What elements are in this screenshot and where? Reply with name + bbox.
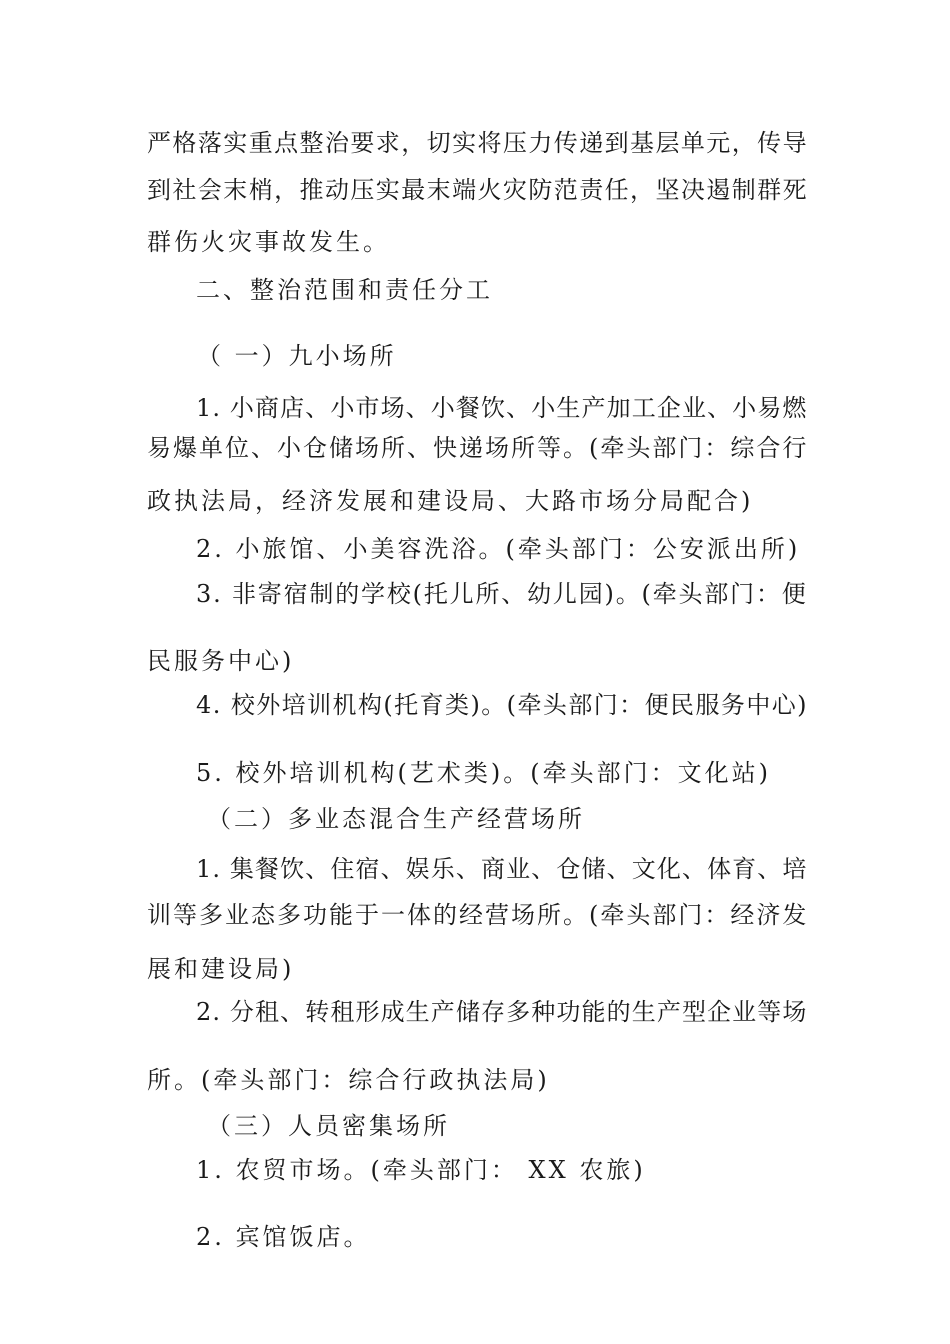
text-line: 5. 校外培训机构(艺术类)。(牵头部门：文化站) bbox=[196, 759, 771, 787]
text-line: 民服务中心) bbox=[147, 647, 295, 675]
text-line: 训等多业态多功能于一体的经营场所。(牵头部门：经济发 bbox=[147, 901, 809, 929]
text-line: 1. 集餐饮、住宿、娱乐、商业、仓储、文化、体育、培 bbox=[196, 855, 808, 883]
text-line: 群伤火灾事故发生。 bbox=[147, 228, 390, 256]
text-line: 所。(牵头部门：综合行政执法局) bbox=[147, 1066, 550, 1094]
text-line: 1. 小商店、小市场、小餐饮、小生产加工企业、小易燃 bbox=[196, 394, 808, 422]
text-line: 1. 农贸市场。(牵头部门： XX 农旅) bbox=[196, 1156, 646, 1184]
text-line: 2. 小旅馆、小美容洗浴。(牵头部门：公安派出所) bbox=[196, 535, 801, 563]
text-line: 政执法局，经济发展和建设局、大路市场分局配合) bbox=[147, 487, 754, 515]
section-heading: 二、整治范围和责任分工 bbox=[196, 276, 493, 304]
text-line: 严格落实重点整治要求，切实将压力传递到基层单元，传导 bbox=[147, 129, 808, 157]
subsection-heading: （三）人员密集场所 bbox=[207, 1112, 450, 1140]
text-line: 易爆单位、小仓储场所、快递场所等。(牵头部门：综合行 bbox=[147, 434, 809, 462]
subsection-heading: （二）多业态混合生产经营场所 bbox=[207, 805, 585, 833]
text-line: 2. 分租、转租形成生产储存多种功能的生产型企业等场 bbox=[196, 998, 808, 1026]
text-line: 展和建设局) bbox=[147, 955, 295, 983]
text-line: 到社会末梢，推动压实最末端火灾防范责任，坚决遏制群死 bbox=[147, 176, 808, 204]
text-line: 2. 宾馆饭店。 bbox=[196, 1223, 371, 1251]
text-line: 4. 校外培训机构(托育类)。(牵头部门：便民服务中心) bbox=[196, 691, 808, 719]
text-line: 3. 非寄宿制的学校(托儿所、幼儿园)。(牵头部门：便 bbox=[196, 580, 808, 608]
subsection-heading: （ 一）九小场所 bbox=[197, 342, 397, 370]
